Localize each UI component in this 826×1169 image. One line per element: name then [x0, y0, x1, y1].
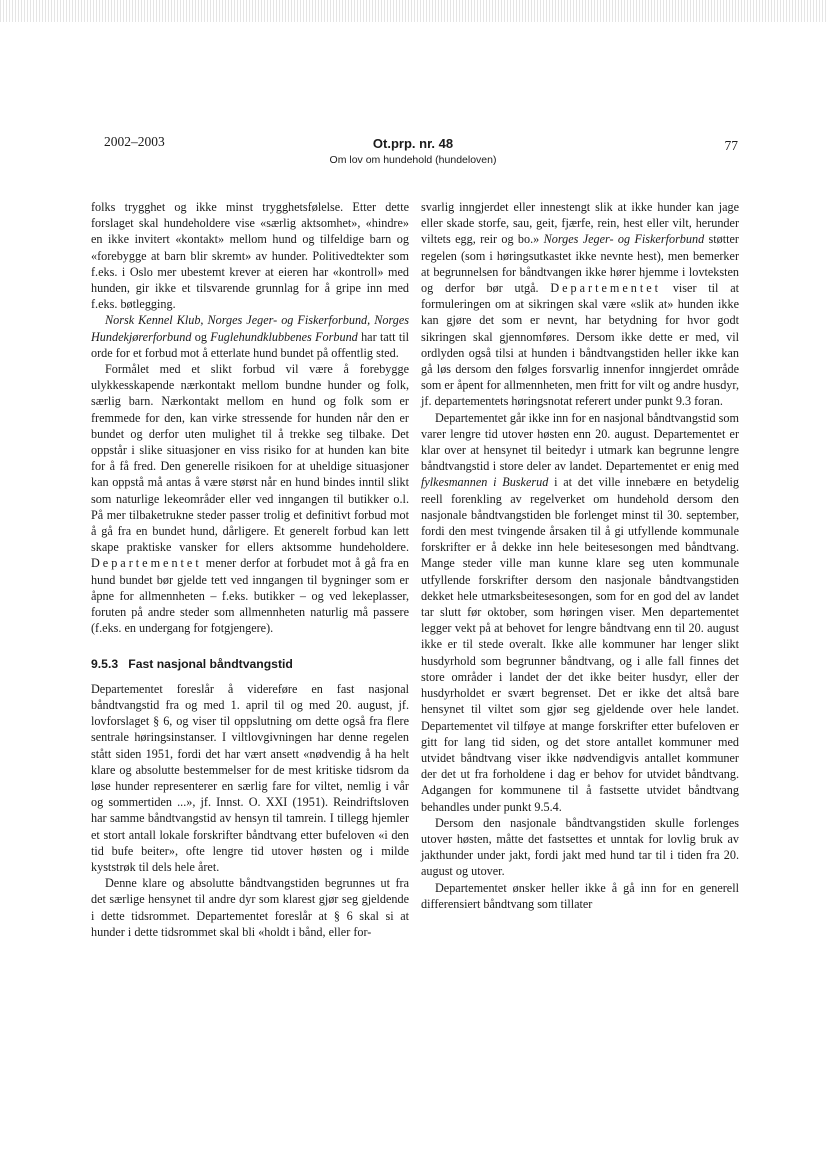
paragraph-text: Departementet går ikke inn for en nasjonal båndtvangstid som varer lengre tid utover høsten enn 20. august. Departementet er klar over at hensynet til beitedyr i utmark kan begrunne lengre båndtvangstid i store deler av landet. Departementet er enig med — [421, 410, 739, 474]
paragraph: Denne klare og absolutte båndtvangstiden begrunnes ut fra det særlige hensynet til andre dyr som klarest gjør seg gjeldende i dette tidsrommet. Departementet foreslår at § 6 skal si at hunder i dette tidsrommet skal bli «holdt i bånd, eller for- — [91, 876, 409, 939]
paragraph — [91, 361, 409, 636]
scan-edge — [0, 0, 826, 22]
paragraph: folks trygghet og ikke minst trygghetsfølelse. Etter dette forslaget skal hundeholdere vise «særlig aktsomhet», «hindre» en ikke invitert «kontakt» mellom hund og tilfeldige barn og «forebygge at barn blir skremt» av hunder. Politivedtekter som f.eks. i Oslo mer ubestemt krever at eieren har «kontroll» med hunden, gir ikke et tilsvarende grunnlag for å gripe inn med f.eks. bøtlegging. — [91, 200, 409, 312]
paragraph-text: støtter regelen (som i høringsutkastet ikke nevnte hest), men bemerker at begrunnelsen for båndtvangen ikke hører hjemme i lovteksten og derfor bør utgå. — [421, 232, 739, 296]
paragraph-text: Formålet med et slikt forbud vil være å forebygge ulykkesskapende nærkontakt mellom bundne hunder og folk, særlig barn. Nærkontakt mellom en hund og folk som er fremmede for den, kan virke stressende for hunden når den er bundet og derfor uten mulighet til å trekke seg tilbake. Det oppstår i slike situasjoner en viss risiko for at hunden kan bite for å få fred. Den generelle risikoen for at uheldige situasjoner kan oppstå må antas å være størst når en hund bindes inntil slikt som naturlige lekeområder eller ved inngangen til butikker o.l. På mer tilbaketrukne steder passer trolig et definitivt forbud mot å gå fra en bundet hund, dårligere. Et generelt forbud kan lett skape praktiske vansker for ellers aktsomme hundeholdere. — [91, 362, 409, 555]
italic-organization: Fuglehundklubbenes Forbund — [210, 329, 358, 344]
paragraph — [91, 312, 409, 361]
paragraph-text: og — [191, 329, 211, 344]
italic-organization: fylkesmannen i Buskerud — [421, 475, 549, 490]
paragraph-text: mener derfor at forbudet mot å gå fra en hund bundet bør gjelde tett ved inngangen til bygninger som er åpne for allmennheten – f.eks. butikker – og ved lekeplasser, foruten på andre steder som allmennheten naturlig må passere (f.eks. en undergang for fotgjengere). — [91, 556, 409, 636]
left-column — [91, 199, 409, 940]
paragraph: Dersom den nasjonale båndtvangstiden skulle forlenges utover høsten, måtte det fastsettes et unntak for lovlig bruk av jakthunder under jakt, fordi jakt med hund tar til i tiden fra 20. august og utover. — [421, 815, 739, 879]
paragraph — [421, 410, 739, 815]
paragraph-text: i at det ville innebære en betydelig reell forenkling av regelverket om hundehold dersom den nasjonale båndtvangstiden ble forlenget minst til 30. september, fordi den mest tvingende årsaken til å gi utfyllende kommunale forskrifter er å dekke inn hele beitesesongen med båndtvang. Mange steder ville man kunne klare seg uten kommunale utfyllende forskrifter dersom den nasjonale båndtvangstiden dekket hele utmarksbeitesesongen, som for en god del av landet tar slutt før oktober, som høringen viser. Men departementet legger vekt på at behovet for lengre båndtvang enn til 20. august ikke er til stede overalt. Ikke alle kommuner har lenger slikt husdyrhold som begrunner båndtvang, og i alle fall finnes det store områder i landet der det ikke beiter husdyr, eller der husdyrholdet er svært begrenset. Det er ikke det altså bare hensynet til viltet som gjør seg gjeldende over hele landet. Departementet vil tilføye at mange forskrifter etter bufeloven er gitt for lang tid siden, og det store antallet kommuner med utvidet båndtvang viser ikke nødvendigvis antallet kommuner der det ut fra forholdene i dag er behov for utvidet båndtvang. Adgangen for kommunene til å fastsette utvidet båndtvang behandles under punkt 9.5.4. — [421, 475, 740, 814]
section-heading — [91, 656, 409, 672]
paragraph: Departementet ønsker heller ikke å gå inn for en generell differensiert båndtvang som tillater — [421, 880, 739, 911]
paragraph-text: har tatt til orde for et forbud mot å etterlate hund bundet på offentlig sted. — [91, 329, 409, 360]
page-header — [0, 134, 826, 174]
italic-organizations: Norsk Kennel Klub, Norges Jeger- og Fiskerforbund, Norges Hundekjørerforbund — [91, 313, 409, 344]
header-years: 2002–2003 — [104, 134, 165, 149]
page-number: 77 — [724, 138, 738, 153]
paragraph — [421, 199, 739, 410]
spaced-emphasis: Departementet — [550, 281, 662, 296]
paragraph-text: svarlig inngjerdet eller innestengt slik at ikke hunder kan jage eller skade storfe, sau, geit, fjærfe, rein, hest eller vilt, herunder viltets egg, reir og bo.» — [421, 200, 739, 247]
paragraph: Departementet foreslår å videreføre en fast nasjonal båndtvangstid fra og med 1. april til og med 20. august, jf. lovforslaget § 6, og viser til oppslutning om dette også fra flere sentrale høringsinstanser. I viltlovgivningen har denne regelen stått siden 1951, fordi det har vært ansett «nødvendig å ha helt klare og absolutte bestemmelser for de mest kritiske tidsrom da løse hunder representerer en særlig fare for viltet, nemlig i vår og sommertiden ...», jf. Innst. O. XXI (1951). Reindriftsloven har samme båndtvangstid av hensyn til tamrein. I tillegg hjemler et stort antall lokale forskrifter båndtvang etter bufeloven «i den tid bufe beiter», ofte lengre tid utover høsten og i milde kyststrøk til dels hele året. — [91, 681, 409, 874]
document-title: Ot.prp. nr. 48 — [372, 136, 454, 151]
italic-organization: Norges Jeger- og Fiskerforbund — [543, 232, 705, 247]
paragraph-text: viser til at formuleringen om at sikringen skal være «slik at» hunden ikke kan gjøre det som er nevnt, har betydning for hvor godt sikringen skal gjennomføres. Dersom ikke dette er med, vil ordlyden også tilsi at hunden i båndtvangstiden heller ikke kan gå løs dersom den følges forsvarlig innenfor inngjerdet område som er åpent for allmennheten, men fritt for vilt og andre husdyr, jf. departementets høringsnotat referert under punkt 9.3 foran. — [421, 281, 739, 409]
section-number: 9.5.3 — [91, 657, 119, 672]
right-column — [421, 199, 739, 912]
spaced-emphasis: Departementet — [91, 556, 202, 571]
document-subtitle: Om lov om hundehold (hundeloven) — [329, 154, 497, 166]
section-title: Fast nasjonal båndtvangstid — [128, 657, 293, 672]
